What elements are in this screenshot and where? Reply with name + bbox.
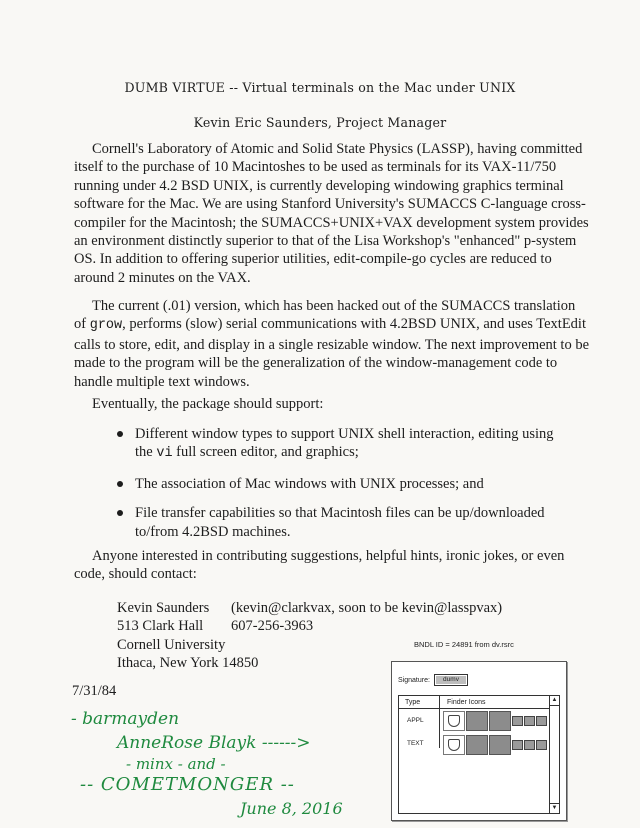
small-icon-box xyxy=(512,716,523,726)
list-item-text: File transfer capabilities so that Macintosh files can be up/downloaded to/from 4.2BSD machines. xyxy=(135,505,545,540)
column-header-finder-icons: Finder Icons xyxy=(447,699,486,706)
document-icon xyxy=(443,735,465,755)
code-grow: grow xyxy=(89,318,123,334)
contact-city: Ithaca, New York 14850 xyxy=(117,655,259,672)
contact-row xyxy=(117,599,502,617)
contact-university: Cornell University xyxy=(117,636,226,653)
vertical-scrollbar[interactable] xyxy=(549,696,559,813)
icon-mask-box xyxy=(466,711,488,731)
handwritten-note-line: - minx - and - xyxy=(126,755,226,773)
handwritten-note-date: June 8, 2016 xyxy=(240,799,343,818)
paragraph-intro: Cornell's Laboratory of Atomic and Solid State Physics (LASSP), having committed itself to the purchase of 10 Macintoshes to be used as terminals for its VAX-11/750 running under 4.2 BSD UNIX, is currently developing windowing graphics terminal software for the Mac. We are using Stanford University's SUMACCS C-language cross-compiler for the Macintosh; the SUMACCS+UNIX+VAX development system provides an environment distinctly superior to that of the Lisa Workshop's "enhanced" p-system OS. In addition to offering superior utilities, edit-compile-go cycles are reduced to around 2 minutes on the VAX. xyxy=(74,141,589,286)
bullet-icon xyxy=(117,431,123,437)
paragraph-current-version xyxy=(74,297,590,391)
icon-mask-box xyxy=(489,711,511,731)
bndl-dialog xyxy=(391,661,567,821)
list-item xyxy=(115,504,565,541)
app-icon xyxy=(443,711,465,731)
scroll-down-arrow-icon[interactable]: ▼ xyxy=(551,805,558,811)
small-icon-box xyxy=(524,740,535,750)
document-author: Kevin Eric Saunders, Project Manager xyxy=(193,115,447,130)
small-icon-box xyxy=(524,716,535,726)
contact-row xyxy=(117,617,502,635)
icon-mask-box xyxy=(466,735,488,755)
finder-icons-list xyxy=(398,695,560,814)
paragraph-contact-request: Anyone interested in contributing suggestions, helpful hints, ironic jokes, or even code, should contact: xyxy=(74,548,565,583)
small-icon-box xyxy=(536,740,547,750)
header-divider xyxy=(399,708,549,709)
handwritten-note-line: - barmayden xyxy=(71,709,180,729)
paragraph-text: The current (.01) version, which has been hacked out of the SUMACCS translation of xyxy=(74,298,576,333)
icon-mask-box xyxy=(489,735,511,755)
list-item-text: The association of Mac windows with UNIX processes; and xyxy=(135,475,484,492)
list-item-text: full screen editor, and graphics; xyxy=(172,444,359,461)
handwritten-note-line: AnneRose Blayk ------> xyxy=(117,733,311,753)
row-type-appl: APPL xyxy=(407,717,424,724)
signature-field[interactable] xyxy=(434,674,468,686)
bndl-caption: BNDL ID = 24891 from dv.rsrc xyxy=(414,640,514,649)
code-vi: vi xyxy=(156,446,173,462)
list-item-text: Different window types to support UNIX shell interaction, editing using the xyxy=(135,426,554,461)
signature-label: Signature: xyxy=(398,677,430,684)
icon-row-text[interactable] xyxy=(443,735,548,755)
handwritten-note-line: -- COMETMONGER -- xyxy=(80,774,295,795)
scroll-up-arrow-icon[interactable]: ▲ xyxy=(550,696,559,706)
paragraph-text: , performs (slow) serial communications with 4.2BSD UNIX, and uses TextEdit calls to store, edit, and display in a single resizable window. The next improvement to be made to the program will be the generalization of the window-management code to handle multiple text windows. xyxy=(74,316,590,390)
bullet-icon xyxy=(117,510,123,516)
signature-value: dumv xyxy=(436,676,466,684)
paragraph-eventually: Eventually, the package should support: xyxy=(92,396,324,412)
contact-email: (kevin@clarkvax, soon to be kevin@lasspvax) xyxy=(231,600,503,616)
document-date: 7/31/84 xyxy=(72,683,117,699)
feature-list xyxy=(115,425,565,552)
contact-name: Kevin Saunders xyxy=(117,600,210,616)
row-type-text: TEXT xyxy=(407,740,424,747)
document-title: DUMB VIRTUE -- Virtual terminals on the Mac under UNIX xyxy=(124,80,516,95)
bullet-icon xyxy=(117,481,123,487)
small-icon-box xyxy=(512,740,523,750)
column-header-type: Type xyxy=(405,699,421,706)
small-icon-box xyxy=(536,716,547,726)
list-item xyxy=(115,425,565,464)
icon-row-appl[interactable] xyxy=(443,711,548,731)
contact-phone: 607-256-3963 xyxy=(231,618,314,635)
column-divider xyxy=(439,696,440,748)
contact-hall: 513 Clark Hall xyxy=(117,618,204,635)
list-item xyxy=(115,475,565,493)
